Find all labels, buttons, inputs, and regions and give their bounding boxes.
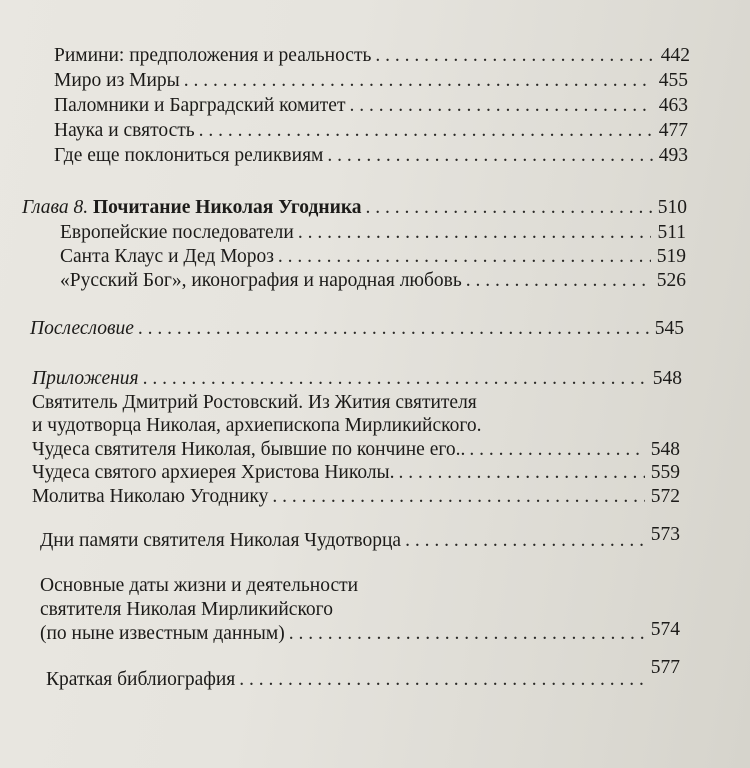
entry-page: 548: [652, 368, 682, 389]
dot-leader: [399, 461, 645, 485]
dot-leader: [469, 438, 644, 462]
entry-page: 577: [650, 657, 680, 678]
dot-leader: [184, 69, 653, 93]
entry-title: Наука и святость: [54, 120, 195, 141]
entry-page: 573: [650, 524, 680, 545]
toc-entry: [54, 44, 690, 68]
entry-page: 455: [658, 70, 688, 91]
entry-page: 493: [658, 145, 688, 166]
entry-title: Чудеса святого архиерея Христова Николы.: [32, 462, 395, 483]
entry-page: 545: [654, 318, 684, 339]
toc-entry: [54, 69, 688, 93]
entry-page: 477: [658, 120, 688, 141]
toc-entry: [32, 461, 680, 485]
entry-title: Краткая библиография: [46, 669, 236, 690]
dot-leader: [405, 529, 645, 553]
toc-entry: [32, 485, 680, 509]
dot-leader: [349, 94, 652, 118]
entry-title: Миро из Миры: [54, 70, 180, 91]
toc-entry: [54, 94, 688, 118]
toc-entry: [54, 144, 688, 168]
toc-entry: [40, 524, 680, 553]
toc-entry: [60, 245, 686, 269]
entry-title: Дни памяти святителя Николая Чудотворца: [40, 530, 402, 551]
entry-title: Чудеса святителя Николая, бывшие по кончине его..: [32, 439, 466, 460]
entry-page: 548: [650, 439, 680, 460]
entry-title: Паломники и Барградский комитет: [54, 95, 346, 116]
dot-leader: [375, 44, 654, 68]
entry-title: Европейские последователи: [60, 222, 294, 243]
entry-title: Римини: предположения и реальность: [54, 45, 372, 66]
dot-leader: [272, 485, 644, 509]
entry-title: Где еще поклониться реликвиям: [54, 145, 324, 166]
entry-title: (по ныне известным данным): [40, 623, 285, 644]
dot-leader: [327, 144, 652, 168]
entry-page: 574: [650, 619, 680, 640]
chapter-title: Почитание Николая Угодника: [93, 197, 362, 218]
toc-entry: [46, 657, 680, 692]
dot-leader: [199, 119, 653, 143]
dot-leader: [239, 668, 644, 692]
dot-leader: [289, 622, 645, 646]
chapter-label: Глава 8.: [22, 197, 89, 218]
entry-page: 510: [657, 197, 687, 218]
entry-title-line: Основные даты жизни и деятельности: [40, 575, 359, 596]
entry-title: «Русский Бог», иконография и народная любовь: [60, 270, 462, 291]
entry-page: 511: [657, 222, 686, 243]
dot-leader: [143, 367, 647, 391]
entry-page: 442: [660, 45, 690, 66]
entry-page: 559: [650, 462, 680, 483]
entry-page: 463: [658, 95, 688, 116]
dot-leader: [298, 221, 652, 245]
entry-title: Приложения: [32, 368, 139, 389]
toc-entry: [30, 317, 684, 341]
toc-entry: [32, 438, 680, 462]
toc-entry: [60, 221, 686, 245]
dot-leader: [366, 196, 652, 220]
entry-title: Молитва Николаю Угоднику: [32, 486, 269, 507]
entry-title-line: Святитель Дмитрий Ростовский. Из Жития святителя: [32, 392, 477, 413]
toc-entry: [40, 619, 680, 646]
toc-chapter-entry: [22, 196, 687, 220]
chapter-heading: [22, 196, 362, 220]
toc-entry: [60, 269, 686, 293]
dot-leader: [138, 317, 649, 341]
entry-page: 519: [656, 246, 686, 267]
toc-entry: [32, 367, 682, 391]
entry-title: Послесловие: [30, 318, 134, 339]
dot-leader: [278, 245, 651, 269]
toc-entry: [54, 119, 688, 143]
entry-page: 572: [650, 486, 680, 507]
entry-title-line: святителя Николая Мирликийского: [40, 599, 333, 620]
dot-leader: [466, 269, 651, 293]
entry-page: 526: [656, 270, 686, 291]
entry-title: Санта Клаус и Дед Мороз: [60, 246, 274, 267]
entry-title-line: и чудотворца Николая, архиепископа Мирликийского.: [32, 415, 482, 436]
